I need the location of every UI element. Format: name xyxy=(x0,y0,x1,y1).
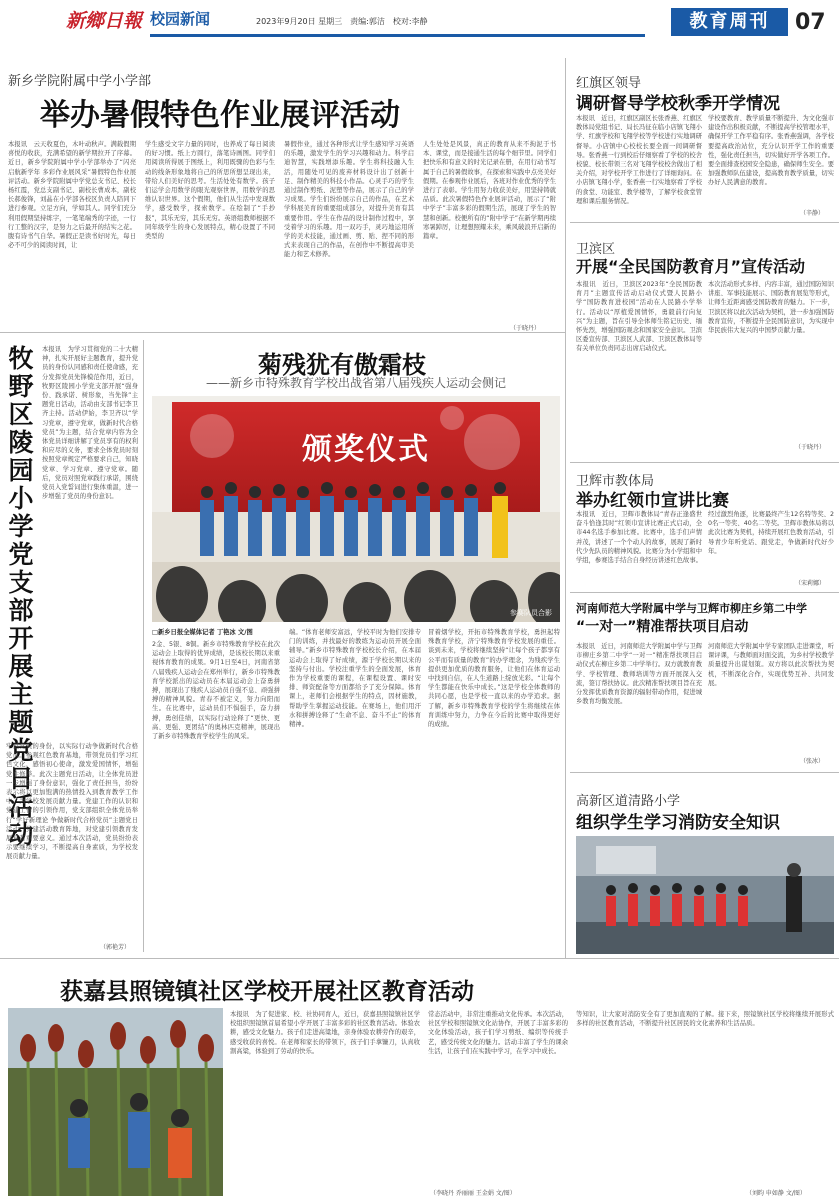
article-text: 河南师范大学附属中学专家团队走进课堂，听课评课，与教师面对面交流，为乡村学校教学质量提升出谋划策。双方将以此次帮扶为契机，不断深化合作，实现优势互补、共同发展。 xyxy=(708,643,834,687)
newspaper-logo: 新鄉日報 xyxy=(66,10,143,32)
article-text: 本报讯 云天收夏色，木叶动秋声。满载假期喜悦的收获，充满希望的新学期拉开了序幕。近日，新乡学院附属中学小学部举办了“闪亮启航新学年 多彩作业展风采”暑假特色作业展评活动。新乡学院附属中学党总支书记、校长杨红霞，党总支副书记、副校长曹成本，副校长郝俊锋，刘晶在小学部各校区负责人陪同下进行参观。立足方向，学如其人。同学们充分利用假期坚持练字，一笔笔端秀的字迹，一行行工整的汉字，是努力之后最开的结实之花。腹有诗书气自华。暑假正是读书好时光，每日必不可少的阅读时间，让 xyxy=(8,141,136,250)
article-title: 获嘉县照镜镇社区学校开展社区教育活动 xyxy=(60,979,474,1005)
byline: （郭艳芳） xyxy=(100,944,131,951)
article-text: 本次活动形式多样、内容丰富，通过国防知识讲座、军事技能展示、国防教育展览等形式，让师生近距离感受国防教育的魅力。下一步，卫滨区将以此次活动为契机，进一步加强国防教育宣传，不断提升全民国防意识，为实现中华民族伟大复兴的中国梦贡献力量。 xyxy=(708,281,834,335)
article-text: 学校要教育、教学质量不断提升、为文化强市建设作出积极贡献，不断提高学校管理水平，确保开学工作平稳有序。张香燕强调，各学校要提高政治站位，充分认识开学工作的重要性，强化责任担当，切实做好开学各项工作。要全面排查校园安全隐患，确保师生安全。要加强教师队伍建设，提高教育教学质量，切实办好人民满意的教育。 xyxy=(708,115,834,187)
article-text: 人生处处是风景，真正的教育从来不拘泥于书本、课堂，而是接通生活的每个细节里。同学们把快乐和有意义的时光记录在册，在用行动书写属于自己的暑假故事，在探索和实践中点亮美好假期。在参观作业展后，各班对作业优秀的学生进行了表彰。学生用努力收获美好，用坚持铸就品质。此次暑假特色作业展评活动，展示了“附中学子”丰富多彩的假期生活，展现了学生的智慧和创新。校便所有的“附中学子”在新学期再续寒暑踔厉，让理想照耀未来，乘风破浪开启新的篇章。 xyxy=(423,141,556,241)
photo-caption: 参赛队员合影 xyxy=(510,609,552,617)
article-text: 本报讯 近日，红旗区副区长张香燕、红旗区教体局党组书记、局长冯征在临小店镇飞翔小学、红旗学校和飞翔学校等学校进行实地调研督导。小店镇中心校校长要全面一间调研督导。张香燕一行到校后仔细察看了学校的校舍校貌、校长带领三名对飞翔学校校舍做出了相关介绍，对学校开学工作进行了详细询问。在小店镇飞翔小学，张香燕一行实地察看了学校的食堂、功能室、教学楼等，了解学校食堂管理和课后服务情况。 xyxy=(576,115,702,205)
article-text: 冒着烟学校，开拓市特殊教育学校，勇担起特殊教育学校，济宁特殊教育学校发展的重任。谈到未来，学校将继续坚持“让每个孩子都享有公平而有质量的教育”的办学理念，为残疾学生提供更加优质的教育服务，让他们在体育运动中找到自信，在人生道路上绽放光彩。“让每个学生都能在快乐中成长。”这是学校全体教师的共同心愿，也是学校一直以来的办学追求。据了解，新乡市特殊教育学校的学生将继续在体育训练中努力，力争在今后的比赛中取得更好的成绩。 xyxy=(428,629,560,729)
byline: （刘昀 申如静 文/图） xyxy=(746,1190,806,1197)
article-title: 举办红领巾宣讲比赛 xyxy=(576,491,729,511)
byline: （张冰） xyxy=(800,758,825,765)
masthead: 教育周刊 xyxy=(671,8,788,36)
byline: （于晓丹） xyxy=(510,325,541,332)
farming-photo xyxy=(8,1008,223,1196)
article-text: 经过激烈角逐，比赛最终产生12名特等奖、20名一等奖、40名二等奖。卫辉市教体局将以此次比赛为契机，持续开展红色教育活动，引导青少年听党话、跟党走，争做新时代好少年。 xyxy=(708,511,834,555)
article-title: “一对一”精准帮扶项目启动 xyxy=(576,619,749,635)
column-rule xyxy=(143,340,144,952)
article-text: 本报讯 为学习贯彻党的二十大精神，扎实开展好主题教育，提升党员的身份认同感和责任使命感，充分发挥党员先锋模范作用，近日，牧野区陵园小学党支部开展“强身份、践承诺、树形象，当先锋”主题党日活动，活动由支部书记李卫齐主持。活动伊始，李卫齐以“学习党章，遵守党章，做新时代合格党员”为主题，结合党章内容为全体党员详细讲解了党员享有的权利和应尽的义务，要求全体党员时刻按照党章规定严格要求自己，知晓党章、学习党章、遵守党章。随后，党员对照党章践行承诺，围绕党员入党誓词进行集体重温，进一步增强了党员的身份意识。 xyxy=(42,346,138,501)
vertical-title: 牧野区陵园小学党支部开展主题党日活动 xyxy=(8,344,34,849)
feature-title: 菊残犹有傲霜枝 xyxy=(258,351,426,379)
section-rule xyxy=(570,592,839,593)
page-header xyxy=(0,0,839,44)
section-rule xyxy=(0,958,839,959)
article-text: 端。“体育老师安富远，学校平时为他们安排专门的训练，并找最好的教练为运动员开展全面辅导。”新乡市特殊教育学校校长介绍，在本届运动会上取得了好成绩，源于学校长期以来的坚持与付出。学校注重学生的全面发展，体育作为学校重要的课程，在课程设置、课时安排、师资配备等方面都给予了充分保障。体育课上，老师们会根据学生的特点，因材施教，帮助学生掌握运动技能。在赛场上，他们用汗水和拼搏诠释了“生命不息、奋斗不止”的体育精神。 xyxy=(289,629,421,729)
article-kicker: 新乡学院附属中学小学部 xyxy=(8,74,152,89)
article-text: 牢记党员的身份，以实际行动争做新时代合格党员。参观红色教育基地，带领党员们学习红色文化，感悟初心使命，激发爱国情怀，增强党性修养。此次主题党日活动，让全体党员进一步增强了身份意识，强化了责任担当，纷纷表示将以更加饱满的热情投入到教育教学工作中，为学校发展贡献力量。党建工作的认识和党建工作的引领作用，党支部组织全体党员举行“学好新理论 争做新时代合格党员”主题党日活动。党建活动教育阵地，对党建引领教育发展具有重要意义。通过本次活动，党员纷纷表示要继续学习，不断提高自身素质，为学校发展贡献力量。 xyxy=(6,743,138,861)
page-number: 07 xyxy=(795,10,826,35)
article-text: 常态活动中，非常注重推动文化传承。本次活动，社区学校和照镜镇文化站协作，开展了丰富多彩的文化体验活动，孩子们学习剪纸、编织等传统手艺，感受传统文化的魅力。活动丰富了学生的课余生活，让孩子们在实践中学习，在学习中成长。 xyxy=(428,1011,568,1055)
column-rule xyxy=(565,58,566,958)
award-banner-text: 颁奖仪式 xyxy=(302,432,430,467)
article-title: 调研督导学校秋季开学情况 xyxy=(576,94,780,114)
header-rule xyxy=(150,34,645,37)
byline: （李晓丹 乔丽丽 王金娟 文/图） xyxy=(430,1190,516,1197)
article-text: 本报讯 近日，卫辉市教体局“青春正逢盛世 奋斗恰逢其时”红领巾宣讲比赛正式启动，全市44名选手参加比赛。比赛中，选手们声情并茂，讲述了一个个动人的故事，展现了新时代少先队员的精神风貌。比赛分为小学组和中学组，参赛选手结合自身经历讲述红色故事。 xyxy=(576,511,702,565)
section-rule xyxy=(570,222,839,223)
article-text: 本报讯 近日，河南师范大学附属中学与卫辉市柳庄乡第二中学“一对一”精准帮扶项目启动仪式在柳庄乡第二中学举行。双方就教育教学、学校管理、教师培训等方面开展深入交流，签订帮扶协议。此次精准帮扶项目旨在充分发挥优质教育资源的辐射带动作用，促进城乡教育均衡发展。 xyxy=(576,643,702,706)
byline: □新乡日报全媒体记者 丁艳冰 文/图 xyxy=(152,629,253,636)
article-text: 本报讯 近日，卫滨区2023年“全民国防教育月”主题宣传活动启动仪式暨人民路小学“国防教育进校园”活动在人民路小学举行。活动以“厚植爱国情怀，勇毅前行向复兴”为主题，旨在引导全体师生铭记历史、缅怀先烈，增强国防观念和国家安全意识。卫滨区委宣传部、卫滨区人武部、卫滨区教体局等有关单位负责同志出席启动仪式。 xyxy=(576,281,702,353)
article-kicker: 卫滨区 xyxy=(576,242,616,257)
article-kicker: 卫辉市教体局 xyxy=(576,474,655,489)
issue-meta: 2023年9月20日 星期三 责编:郭洁 校对:李静 xyxy=(256,17,428,26)
article-text: 等知识，让大家对消防安全有了更加直观的了解。接下来，照镜镇社区学校将继续开展形式多样的社区教育活动，不断提升社区居民的文化素养和生活品质。 xyxy=(576,1011,834,1028)
article-title: 组织学生学习消防安全知识 xyxy=(576,813,780,833)
article-title: 开展“全民国防教育月”宣传活动 xyxy=(576,257,806,276)
section-rule xyxy=(0,332,565,333)
article-text: 学生感受文字力量的同时，也养成了每日阅读的好习惯。纸上方圆行，落笔诗画图。同学们用阅读所得展于图纸上，利用既骤的色彩与生动的线条形象地将自己的所思所想呈现出来，带给人们美好的思考。生活处处有数学。孩子们运学会用数学的眼光观察世界，用数学的思维认识世界。这个假期，他们从生活中发现数学，感受数学，探索数学。在绘制了“手抄报”，其乐无穷，其乐无穷。英语组教师根据不同年级学生的身心发展特点，精心设置了不同类型的 xyxy=(145,141,275,241)
article-title: 举办暑假特色作业展评活动 xyxy=(40,98,400,133)
article-text: 本报讯 为了促进家、校、社协同育人，近日，获嘉县照镜镇社区学校组织照镜镇首届希望小学开展了丰富多彩的社区教育活动。体验农耕，感受文化魅力。孩子们走进高粱地，亲身体验农耕劳作的艰辛，感受收获的喜悦。在老师和家长的带领下，孩子们手拿镰刀，认真收割高粱，体验到了劳动的快乐。 xyxy=(230,1011,420,1055)
section-rule xyxy=(570,772,839,773)
article-kicker: 红旗区领导 xyxy=(576,76,642,91)
feature-subtitle: ——新乡市特殊教育学校出战省第八届残疾人运动会侧记 xyxy=(206,376,507,390)
byline: （宋莉娜） xyxy=(795,580,826,587)
fire-safety-photo xyxy=(576,836,834,954)
byline: （于晓丹） xyxy=(795,444,826,451)
byline: （辛静） xyxy=(800,210,825,217)
section-rule xyxy=(570,462,839,463)
award-photo xyxy=(152,396,560,622)
article-text: 暑假作业，通过各种形式让学生感知学习英语的乐趣，激发学生的学习兴趣和动力。科学启迪智慧，实践增添乐趣。学生将科技融入生活，用随处可见的废弃材料设计出了创新十足、制作精美的科技小作品。心灵手巧的学生通过制作剪纸、泥塑等作品，展示了自己的学习成果。学生们纷纷展示自己的作品，在艺术学科展美育的重要组成部分，对提升美育有其重要作用。学生在作品的设计制作过程中，享受着学习的乐趣。用一双巧手，灵巧地运用所学的美术技能，通过画、剪、贴、捏不同的形式来表现自己的作品，在创作中不断提高审美能力和艺术修养。 xyxy=(284,141,414,259)
article-kicker: 高新区道清路小学 xyxy=(576,794,681,809)
article-kicker: 河南师范大学附属中学与卫辉市柳庄乡第二中学 xyxy=(576,602,807,615)
section-name: 校园新闻 xyxy=(150,10,211,28)
article-text: 2金、5银、8铜。新乡市特殊教育学校在此次运动会上取得的优异成绩，是该校长期以来重视体育教育的成果。9月1日至4日，河南省第八届残疾人运动会在郑州举行，新乡市特殊教育学校派出的运动员在本届运动会上奋勇拼搏，展现出了残疾人运动员自强不息、顽强拼搏的精神风貌。青春不被定义，努力向阳而生。在比赛中，运动员们不惧强手，奋力拼搏，勇创佳绩，以实际行动诠释了“更快、更高、更强、更团结”的奥林匹克精神，展现出了新乡市特殊教育学校学生的风采。 xyxy=(152,641,280,741)
